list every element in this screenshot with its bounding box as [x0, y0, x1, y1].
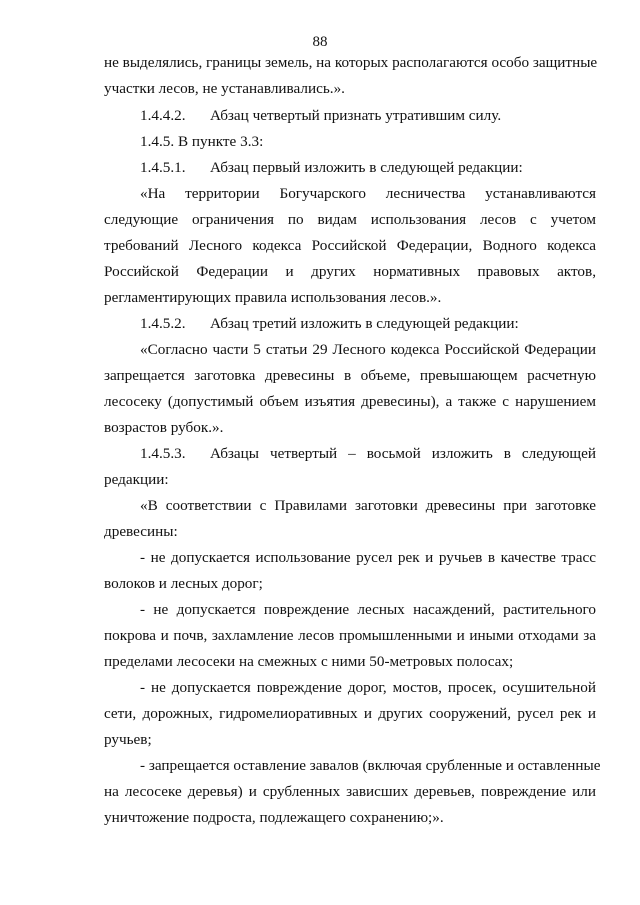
text-line: требований Лесного кодекса Российской Федерации, Водного кодекса — [104, 237, 596, 254]
text-line: «На территории Богучарского лесничества устанавливаются — [140, 185, 596, 202]
page-number: 88 — [312, 34, 328, 50]
item-number: 1.4.4.2. — [140, 107, 186, 124]
item-number: 1.4.5.3. — [140, 445, 186, 462]
text-line: возрастов рубок.». — [104, 419, 224, 436]
text-line: - запрещается оставление завалов (включая срубленные и оставленные — [140, 757, 601, 774]
text-line: волоков и лесных дорог; — [104, 575, 263, 592]
text-line: следующие ограничения по видам использования лесов с учетом — [104, 211, 596, 228]
text-line: участки лесов, не устанавливались.». — [104, 80, 345, 97]
text-line: уничтожение подроста, подлежащего сохранению;». — [104, 809, 444, 826]
item-number: 1.4.5.2. — [140, 315, 186, 332]
text-line: - не допускается повреждение дорог, мостов, просек, осушительной — [140, 679, 596, 696]
paragraph-item — [140, 158, 523, 178]
text-line: лесосеку (допустимый объем изъятия древесины), а также с нарушением — [104, 393, 596, 410]
text-line: покрова и почв, захламление лесов промышленными и иными отходами за — [104, 627, 596, 644]
text-line: 1.4.5. В пункте 3.3: — [140, 133, 264, 150]
text-line: сети, дорожных, гидромелиоративных и других сооружений, русел рек и — [104, 705, 596, 722]
paragraph-item — [140, 444, 596, 464]
item-number: 1.4.5.1. — [140, 159, 186, 176]
text-line: «Согласно части 5 статьи 29 Лесного кодекса Российской Федерации — [140, 341, 596, 358]
item-text: Абзац четвертый признать утратившим силу. — [210, 107, 502, 124]
text-line: редакции: — [104, 471, 169, 488]
item-text: Абзац первый изложить в следующей редакции: — [210, 159, 523, 176]
text-line: пределами лесосеки на смежных с ними 50-метровых полосах; — [104, 653, 514, 670]
item-text: Абзацы четвертый – восьмой изложить в следующей — [210, 445, 596, 462]
text-line: «В соответствии с Правилами заготовки древесины при заготовке — [140, 497, 596, 514]
item-text: Абзац третий изложить в следующей редакции: — [210, 315, 519, 332]
text-line: древесины: — [104, 523, 178, 540]
paragraph-item — [140, 106, 501, 126]
text-line: на лесосеке деревья) и срубленных зависших деревьев, повреждение или — [104, 783, 596, 800]
text-line: регламентирующих правила использования лесов.». — [104, 289, 442, 306]
text-line: - не допускается использование русел рек и ручьев в качестве трасс — [140, 549, 596, 566]
text-line: ручьев; — [104, 731, 152, 748]
paragraph-item — [140, 314, 519, 334]
text-line: запрещается заготовка древесины в объеме, превышающем расчетную — [104, 367, 596, 384]
text-line: Российской Федерации и других нормативных правовых актов, — [104, 263, 596, 280]
text-line: - не допускается повреждение лесных насаждений, растительного — [140, 601, 596, 618]
text-line: не выделялись, границы земель, на которых располагаются особо защитные — [104, 54, 598, 71]
